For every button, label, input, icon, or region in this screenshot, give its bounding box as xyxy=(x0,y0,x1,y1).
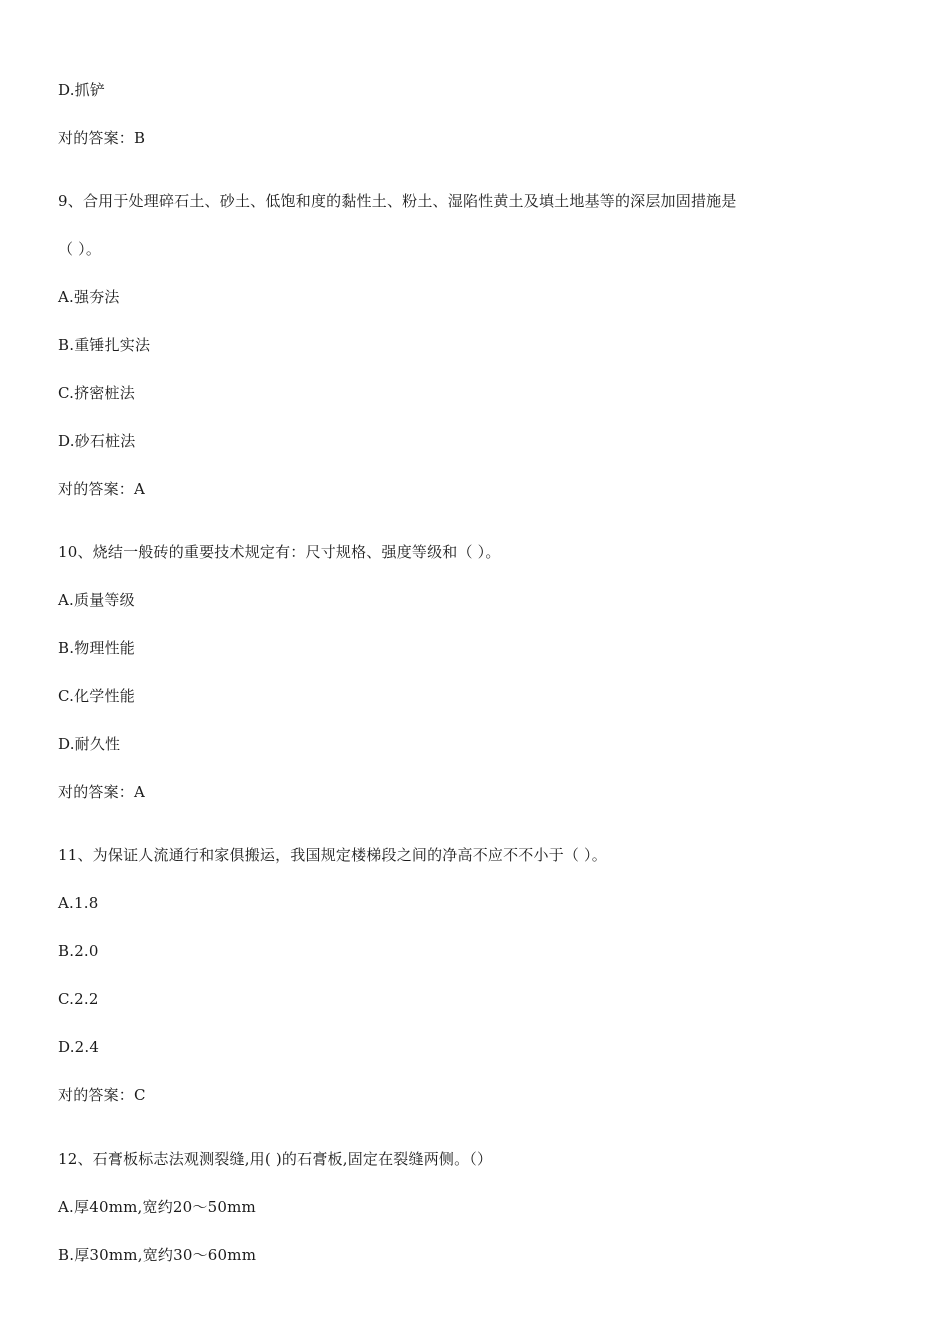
q12-option-b: B.厚30mm,宽约30～60mm xyxy=(58,1246,257,1264)
q9-option-c: C.挤密桩法 xyxy=(58,384,135,402)
q11-option-b: B.2.0 xyxy=(58,942,99,960)
q11-option-c: C.2.2 xyxy=(58,990,99,1008)
q11-answer: 对的答案：C xyxy=(58,1086,146,1104)
q12-option-a: A.厚40mm,宽约20～50mm xyxy=(58,1198,256,1216)
q10-stem: 10、烧结一般砖的重要技术规定有：尺寸规格、强度等级和（ ）。 xyxy=(58,543,501,561)
q11-option-a: A.1.8 xyxy=(58,894,99,912)
q10-option-c: C.化学性能 xyxy=(58,687,135,705)
q12-stem: 12、石膏板标志法观测裂缝,用( )的石膏板,固定在裂缝两侧。（） xyxy=(58,1150,493,1168)
q9-stem-line1: 9、合用于处理碎石土、砂土、低饱和度的黏性土、粉土、湿陷性黄土及填土地基等的深层加固措施是 xyxy=(58,192,737,210)
q8-option-d: D.抓铲 xyxy=(58,81,106,99)
q9-stem-line2: （ ）。 xyxy=(58,240,102,258)
q8-answer: 对的答案：B xyxy=(58,129,146,147)
q11-stem: 11、为保证人流通行和家俱搬运，我国规定楼梯段之间的净高不应不不小于（ ）。 xyxy=(58,846,607,864)
q10-answer: 对的答案：A xyxy=(58,783,146,801)
q9-option-a: A.强夯法 xyxy=(58,288,120,306)
q9-option-b: B.重锤扎实法 xyxy=(58,336,151,354)
q10-option-b: B.物理性能 xyxy=(58,639,135,657)
q9-answer: 对的答案：A xyxy=(58,480,146,498)
q11-option-d: D.2.4 xyxy=(58,1038,100,1056)
q9-option-d: D.砂石桩法 xyxy=(58,432,136,450)
q10-option-d: D.耐久性 xyxy=(58,735,121,753)
q10-option-a: A.质量等级 xyxy=(58,591,135,609)
